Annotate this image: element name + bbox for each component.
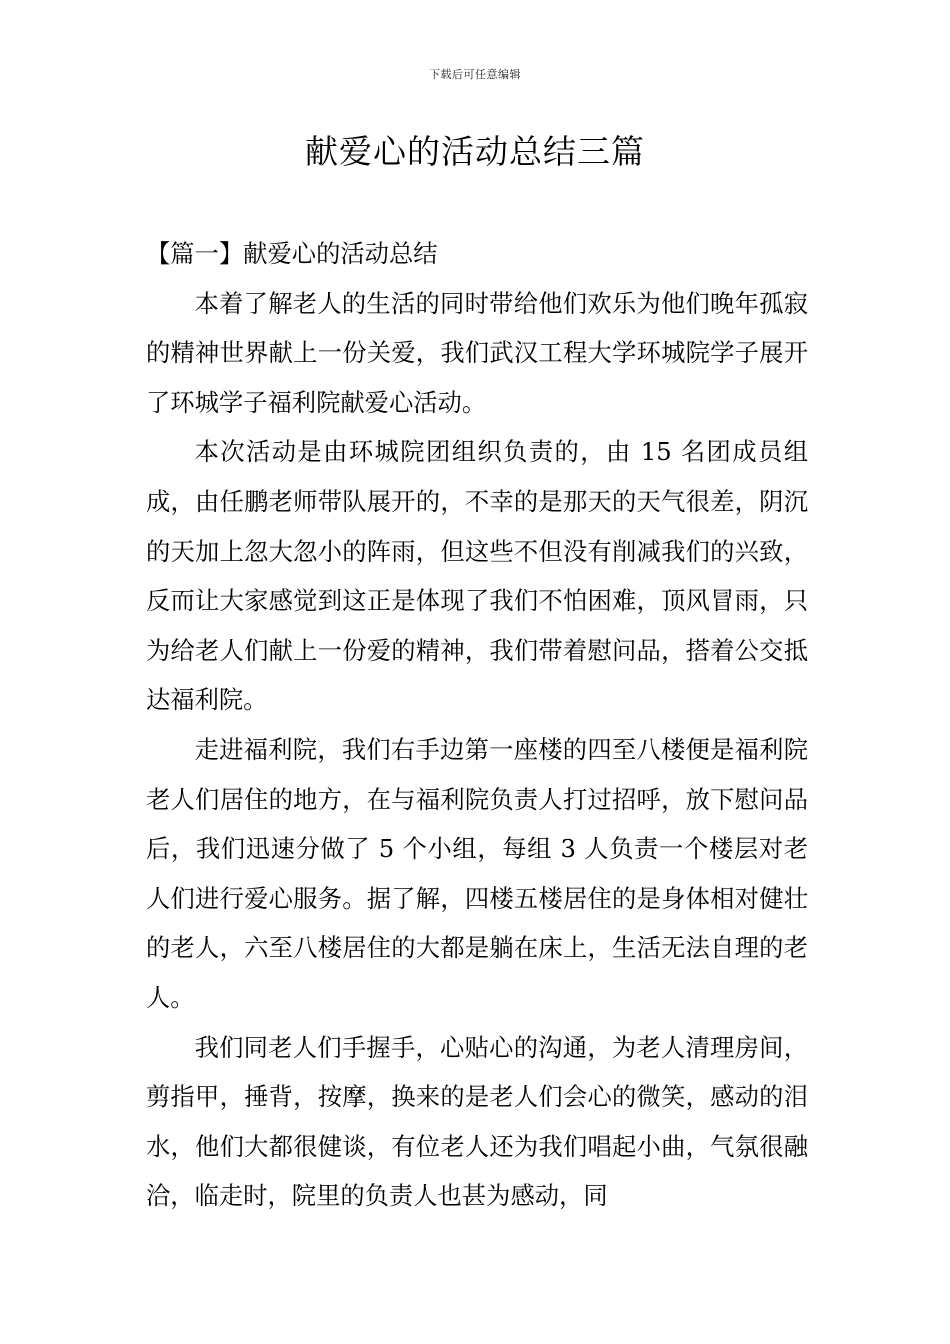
paragraph-3: 走进福利院，我们右手边第一座楼的四至八楼便是福利院老人们居住的地方，在与福利院负责人打过招呼，放下慰问品后，我们迅速分做了 5 个小组，每组 3 人负责一个楼层对老人们进行爱心服务。据了解，四楼五楼居住的是身体相对健壮的老人，六至八楼居住的大都是躺在床上，生活无法自理的老人。 bbox=[146, 734, 808, 1012]
document-body bbox=[146, 229, 808, 1221]
header-note: 下载后可任意编辑 bbox=[429, 68, 521, 81]
document-title: 献爱心的活动总结三篇 bbox=[305, 132, 645, 171]
paragraph-1: 本着了解老人的生活的同时带给他们欢乐为他们晚年孤寂的精神世界献上一份关爱，我们武汉工程大学环城院学子展开了环城学子福利院献爱心活动。 bbox=[146, 288, 808, 417]
section-heading: 【篇一】献爱心的活动总结 bbox=[146, 239, 438, 268]
paragraph-2: 本次活动是由环城院团组织负责的，由 15 名团成员组成，由任鹏老师带队展开的，不幸的是那天的天气很差，阴沉的天加上忽大忽小的阵雨，但这些不但没有削减我们的兴致，反而让大家感觉到这正是体现了我们不怕困难，顶风冒雨，只为给老人们献上一份爱的精神，我们带着慰问品，搭着公交抵达福利院。 bbox=[146, 437, 808, 715]
paragraph-4: 我们同老人们手握手，心贴心的沟通，为老人清理房间，剪指甲，捶背，按摩，换来的是老人们会心的微笑，感动的泪水，他们大都很健谈，有位老人还为我们唱起小曲，气氛很融洽，临走时，院里的负责人也甚为感动，同 bbox=[146, 1032, 808, 1211]
